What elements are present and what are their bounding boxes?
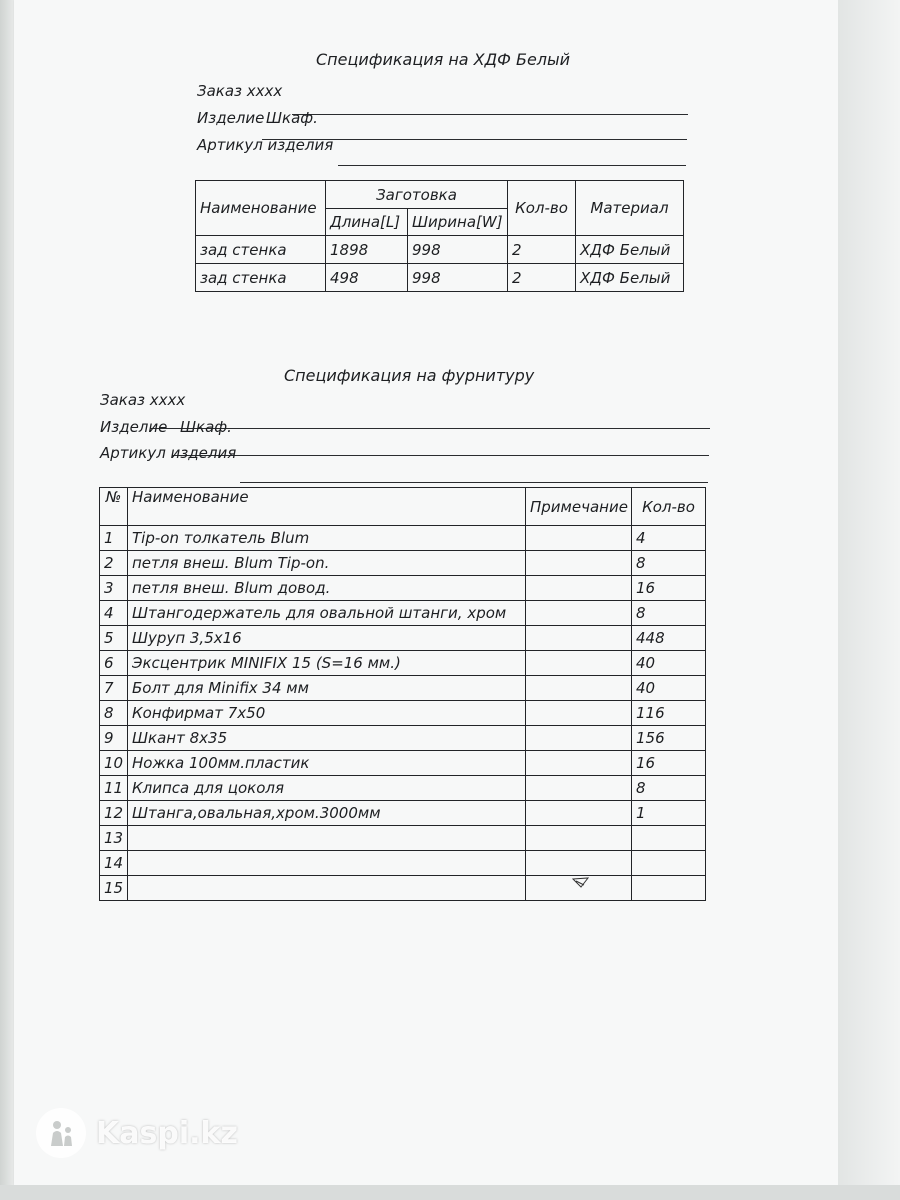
spec2-row-note [526, 676, 632, 701]
spec1-header-qty: Кол-во [508, 181, 576, 236]
spec1-row-material: ХДФ Белый [576, 264, 684, 292]
spec2-row-qty [632, 826, 706, 851]
spec2-row-qty: 116 [632, 701, 706, 726]
spec2-article-line [240, 482, 708, 483]
spec2-row-name: петля внеш. Blum Tip-on. [128, 551, 526, 576]
spec2-row-qty: 4 [632, 526, 706, 551]
spec1-product-label: Изделие [197, 109, 265, 127]
spec2-row-note [526, 526, 632, 551]
spec2-row-num: 14 [100, 851, 128, 876]
spec2-header-qty: Кол-во [632, 488, 706, 526]
spec2-row-num: 8 [100, 701, 128, 726]
spec2-row-note [526, 626, 632, 651]
spec2-row-note [526, 776, 632, 801]
spec2-row-note [526, 826, 632, 851]
spec2-row-note [526, 701, 632, 726]
table-row [100, 826, 706, 851]
spec1-row-width: 998 [408, 264, 508, 292]
spec2-row-num: 9 [100, 726, 128, 751]
spec2-row-qty [632, 876, 706, 901]
spec2-row-name: петля внеш. Blum довод. [128, 576, 526, 601]
monitor-bottom-strip [0, 1185, 900, 1200]
table-row [100, 776, 706, 801]
spec2-row-note [526, 576, 632, 601]
spec1-order-label: Заказ хххх [197, 82, 283, 100]
spec2-header-name: Наименование [128, 488, 526, 526]
spec2-product-label: Изделие [100, 418, 168, 436]
spec2-order-line [150, 428, 710, 429]
spec2-row-num: 10 [100, 751, 128, 776]
spec1-product-value: Шкаф. [266, 109, 318, 127]
spec2-table [99, 487, 706, 901]
spec2-row-num: 13 [100, 826, 128, 851]
spec1-header-width: Ширина[W] [408, 209, 508, 236]
spec1-header-blank: Заготовка [326, 181, 508, 209]
table-row [100, 551, 706, 576]
spec2-row-num: 2 [100, 551, 128, 576]
spec2-row-qty: 1 [632, 801, 706, 826]
spec1-row-length: 498 [326, 264, 408, 292]
table-row [100, 801, 706, 826]
spec2-row-num: 1 [100, 526, 128, 551]
spec2-row-name: Клипса для цоколя [128, 776, 526, 801]
table-row [100, 576, 706, 601]
monitor-bezel-right [838, 0, 900, 1200]
spec2-row-qty [632, 851, 706, 876]
spec1-row-material: ХДФ Белый [576, 236, 684, 264]
spec2-row-num: 7 [100, 676, 128, 701]
cursor-arrow-icon [572, 874, 590, 893]
spec1-row-qty: 2 [508, 264, 576, 292]
spec2-row-name [128, 826, 526, 851]
spec2-row-qty: 8 [632, 776, 706, 801]
spec2-row-name: Эксцентрик MINIFIX 15 (S=16 мм.) [128, 651, 526, 676]
spec2-header-num: № [100, 488, 128, 526]
spec2-header-note: Примечание [526, 488, 632, 526]
spec1-header-name: Наименование [196, 181, 326, 236]
monitor-bezel-left [0, 0, 14, 1200]
table-row [100, 751, 706, 776]
spec2-row-qty: 40 [632, 676, 706, 701]
spec2-row-name: Шкант 8х35 [128, 726, 526, 751]
table-row [100, 526, 706, 551]
spec2-row-name: Шуруп 3,5х16 [128, 626, 526, 651]
spec2-row-num: 4 [100, 601, 128, 626]
spec2-row-note [526, 801, 632, 826]
spec2-row-num: 5 [100, 626, 128, 651]
spec1-row-qty: 2 [508, 236, 576, 264]
spec1-table [195, 180, 684, 292]
spec1-header-material: Материал [576, 181, 684, 236]
table-row [100, 626, 706, 651]
spec2-row-num: 12 [100, 801, 128, 826]
table-row [196, 236, 684, 264]
spec2-row-name: Болт для Minifix 34 мм [128, 676, 526, 701]
spec2-row-num: 6 [100, 651, 128, 676]
spec2-row-name [128, 876, 526, 901]
kaspi-logo-icon [36, 1108, 86, 1158]
spec2-title: Спецификация на фурнитуру [284, 366, 535, 385]
spec2-row-note [526, 726, 632, 751]
table-row [196, 264, 684, 292]
spec1-row-name: зад стенка [196, 264, 326, 292]
table-row [100, 676, 706, 701]
table-row [100, 726, 706, 751]
spec2-row-name: Штанга,овальная,хром.3000мм [128, 801, 526, 826]
spec1-header-length: Длина[L] [326, 209, 408, 236]
spec2-row-num: 15 [100, 876, 128, 901]
spec2-row-num: 11 [100, 776, 128, 801]
table-row [100, 851, 706, 876]
spec2-row-name [128, 851, 526, 876]
table-row [100, 876, 706, 901]
watermark-text: Kaspi.kz [96, 1115, 238, 1151]
table-row [100, 701, 706, 726]
spec2-row-note [526, 851, 632, 876]
spec2-product-line [172, 455, 709, 456]
spec2-row-name: Ножка 100мм.пластик [128, 751, 526, 776]
spec2-row-qty: 8 [632, 551, 706, 576]
spec1-article-label: Артикул изделия [197, 136, 334, 154]
spec2-row-name: Tip-on толкатель Blum [128, 526, 526, 551]
spec1-title: Спецификация на ХДФ Белый [316, 50, 571, 69]
spec2-row-note [526, 551, 632, 576]
spec2-article-label: Артикул изделия [100, 444, 237, 462]
spec2-row-qty: 16 [632, 576, 706, 601]
spec1-row-length: 1898 [326, 236, 408, 264]
table-row [100, 651, 706, 676]
spec2-row-note [526, 601, 632, 626]
spec1-article-line [338, 165, 686, 166]
spec2-row-qty: 16 [632, 751, 706, 776]
spec2-row-note [526, 751, 632, 776]
spec2-row-qty: 156 [632, 726, 706, 751]
spec1-row-width: 998 [408, 236, 508, 264]
spec2-row-num: 3 [100, 576, 128, 601]
spec2-product-value: Шкаф. [180, 418, 232, 436]
spec2-row-name: Штангодержатель для овальной штанги, хром [128, 601, 526, 626]
spec2-row-qty: 448 [632, 626, 706, 651]
kaspi-watermark [36, 1108, 238, 1158]
spec2-order-label: Заказ хххх [100, 391, 186, 409]
spec2-row-name: Конфирмат 7х50 [128, 701, 526, 726]
spec2-row-qty: 40 [632, 651, 706, 676]
spec2-row-note [526, 651, 632, 676]
spec2-row-qty: 8 [632, 601, 706, 626]
table-row [100, 601, 706, 626]
spec1-order-line [292, 114, 688, 115]
spec1-row-name: зад стенка [196, 236, 326, 264]
